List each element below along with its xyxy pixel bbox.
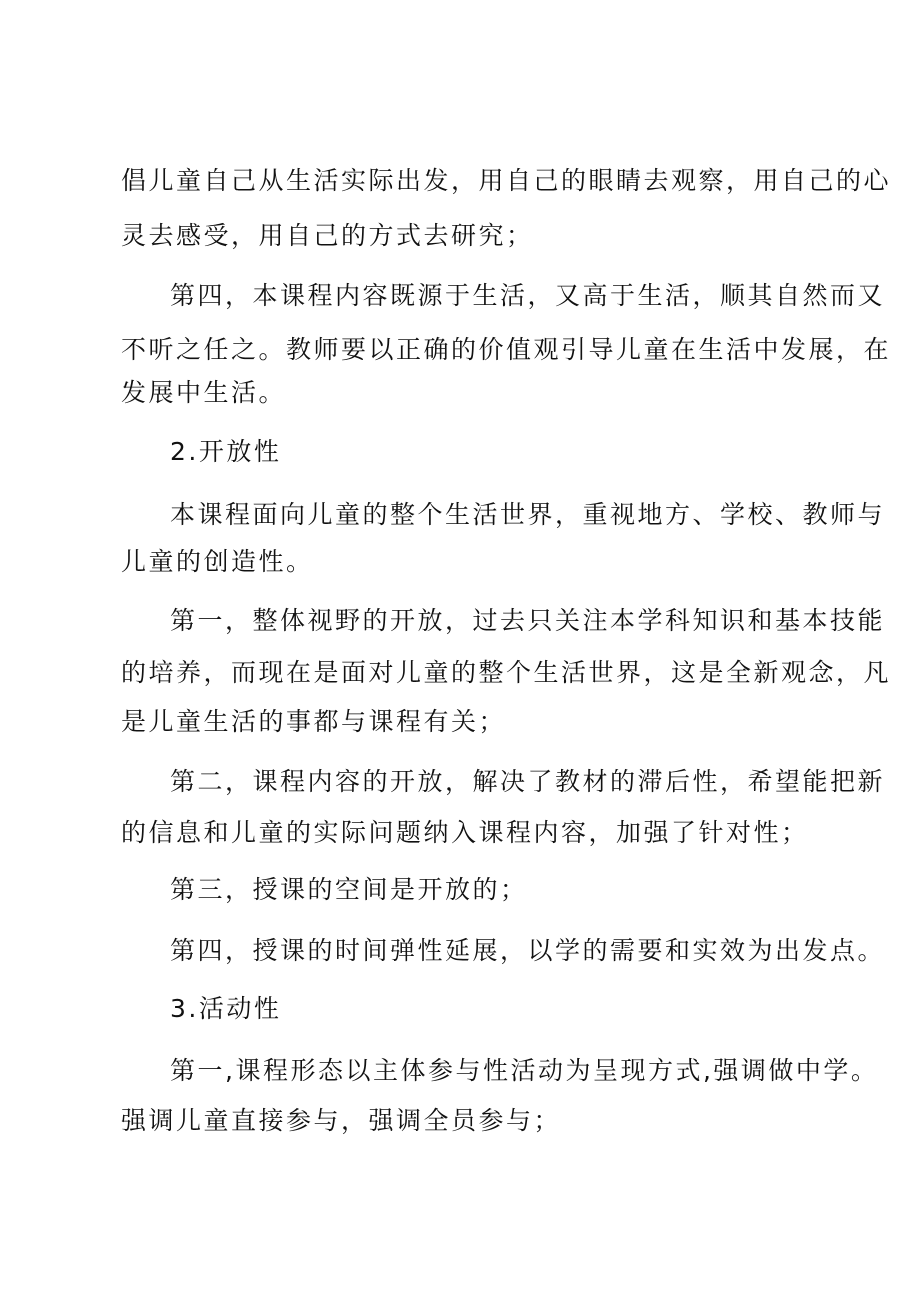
paragraph-first-line: 第四，本课程内容既源于生活，又高于生活，顺其自然而又 [170,281,886,310]
text-line: 强调儿童直接参与，强调全员参与； [121,1106,562,1135]
section-heading: 2.开放性 [170,437,282,466]
paragraph-first-line: 第三，授课的空间是开放的； [170,875,528,904]
paragraph-first-line: 第二，课程内容的开放，解决了教材的滞后性，希望能把新 [170,767,886,796]
text-line: 不听之任之。教师要以正确的价值观引导儿童在生活中发展，在 [121,335,892,364]
text-line: 儿童的创造性。 [121,547,314,576]
text-line: 是儿童生活的事都与课程有关； [121,707,507,736]
text-line: 倡儿童自己从生活实际出发，用自己的眼睛去观察，用自己的心 [121,166,892,195]
text-line: 灵去感受，用自己的方式去研究； [121,221,534,250]
text-line: 发展中生活。 [121,378,287,407]
text-line: 的培养，而现在是面对儿童的整个生活世界，这是全新观念，凡 [121,658,892,687]
paragraph-first-line: 第一,课程形态以主体参与性活动为呈现方式,强调做中学。 [170,1056,879,1085]
text-line: 的信息和儿童的实际问题纳入课程内容，加强了针对性； [121,818,809,847]
paragraph-first-line: 本课程面向儿童的整个生活世界，重视地方、学校、教师与 [170,500,886,529]
paragraph-first-line: 第四，授课的时间弹性延展，以学的需要和实效为出发点。 [170,936,886,965]
paragraph-first-line: 第一，整体视野的开放，过去只关注本学科知识和基本技能 [170,606,886,635]
section-heading: 3.活动性 [170,994,282,1023]
